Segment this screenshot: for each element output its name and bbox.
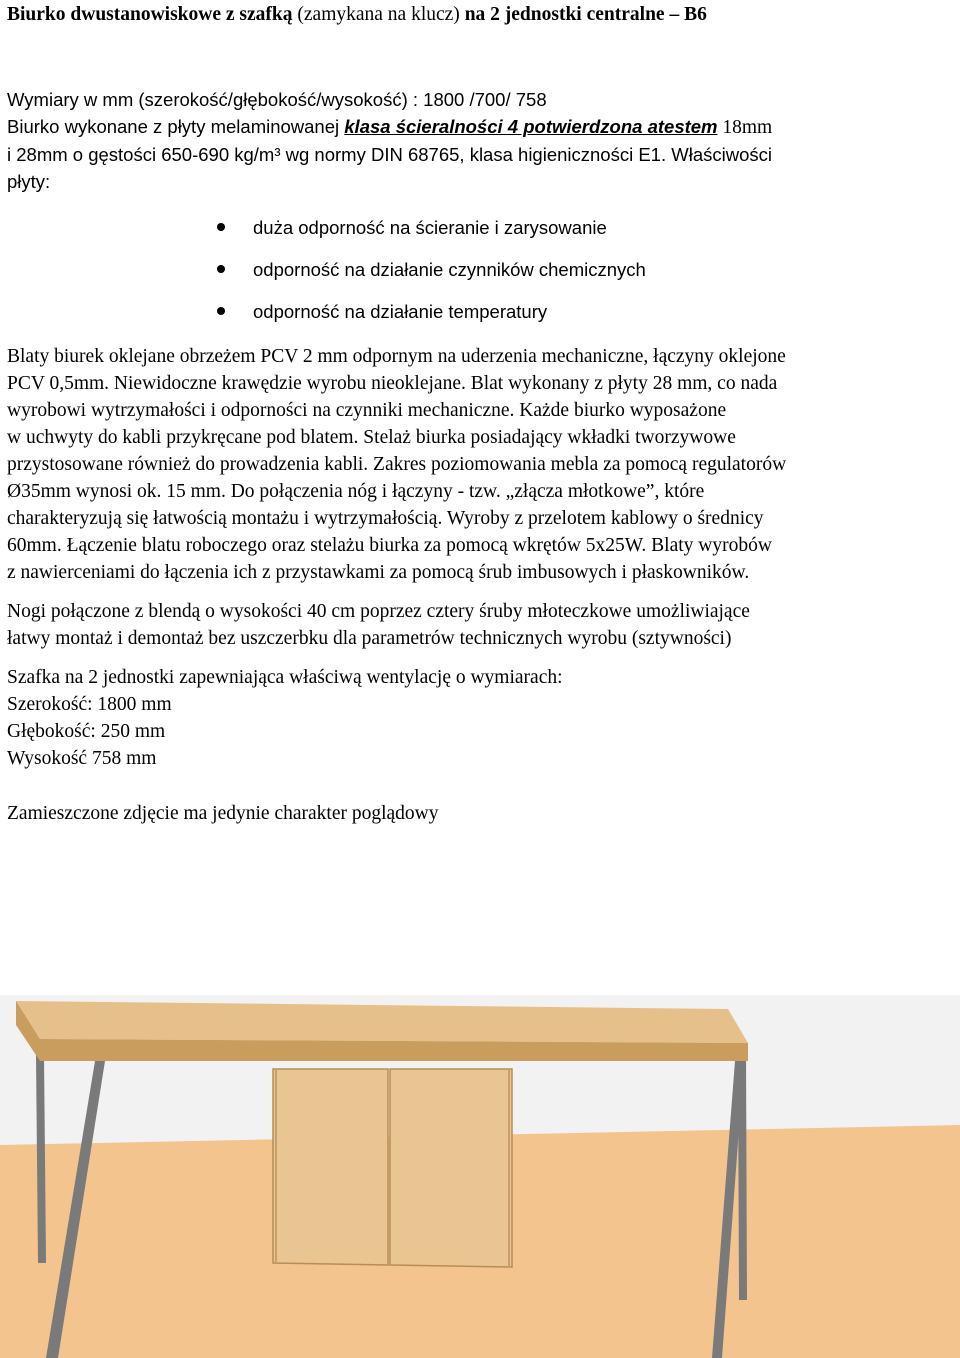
cabinet-depth: Głębokość: 250 mm [7, 721, 166, 742]
board-description [7, 113, 957, 195]
board-line-3: płyty: [7, 171, 51, 192]
legs-line: Nogi połączone z blendą o wysokości 40 cm poprzez cztery śruby młoteczkowe umożliwiające [7, 601, 750, 622]
property-text: odporność na działanie temperatury [253, 301, 548, 322]
bullet-icon [217, 307, 225, 315]
desc-line: Ø35mm wynosi ok. 15 mm. Do połączenia nóg i łączyny - tzw. „złącza młotkowe”, które [7, 481, 705, 502]
cabinet-description [7, 664, 957, 772]
cabinet-height: Wysokość 758 mm [7, 748, 157, 769]
title-main: Biurko dwustanowiskowe z szafką [7, 4, 293, 25]
desc-line: przystosowane również do prowadzenia kabli. Zakres poziomowania mebla za pomocą regulatorów [7, 454, 787, 475]
abrasion-class-note: klasa ścieralności 4 potwierdzona atestem [344, 116, 718, 137]
desk-illustration [0, 995, 960, 1358]
list-item [217, 291, 957, 333]
cabinet-left-door [273, 1069, 388, 1265]
bullet-icon [217, 223, 225, 231]
document-text [7, 2, 957, 827]
desc-line: Blaty biurek oklejane obrzeżem PCV 2 mm odpornym na uderzenia mechaniczne, łączyny oklejone [7, 346, 786, 367]
document-title [7, 2, 957, 28]
cabinet-right-door [390, 1069, 512, 1267]
desc-line: charakteryzują się łatwością montażu i wytrzymałością. Wyroby z przelotem kablowy o średnicy [7, 508, 764, 529]
desc-line: z nawierceniami do łączenia ich z przystawkami za pomocą śrub imbusowych i płaskowników. [7, 562, 750, 583]
title-units: na 2 jednostki centralne – B6 [464, 4, 707, 25]
dimensions-line: Wymiary w mm (szerokość/głębokość/wysokość) : 1800 /700/ 758 [7, 89, 547, 110]
desc-line: PCV 0,5mm. Niewidoczne krawędzie wyrobu nieoklejane. Blat wykonany z płyty 28 mm, co nada [7, 373, 778, 394]
property-text: duża odporność na ścieranie i zarysowanie [253, 217, 607, 238]
desc-line: 60mm. Łączenie blatu roboczego oraz stelażu biurka za pomocą wkrętów 5x25W. Blaty wyrobów [7, 535, 772, 556]
board-line-2: i 28mm o gęstości 650-690 kg/m³ wg normy DIN 68765, klasa higieniczności E1. Właściwości [7, 144, 772, 165]
cabinet-width: Szerokość: 1800 mm [7, 694, 172, 715]
property-text: odporność na działanie czynników chemicznych [253, 259, 646, 280]
spacer [7, 28, 957, 86]
list-item [217, 207, 957, 249]
board-line-1-post: 18mm [717, 117, 773, 138]
edge-description [7, 343, 957, 586]
bullet-icon [217, 265, 225, 273]
desc-line: w uchwyty do kabli przykręcane pod blatem. Stelaż biurka posiadający wkładki tworzywowe [7, 427, 736, 448]
board-line-1-pre: Biurko wykonane z płyty melaminowanej [7, 116, 345, 137]
illustration-note: Zamieszczone zdjęcie ma jedynie charakter poglądowy [7, 803, 439, 824]
title-note: (zamykana na klucz) [292, 4, 465, 25]
desc-line: wyrobowi wytrzymałości i odporności na czynniki mechaniczne. Każde biurko wyposażone [7, 400, 727, 421]
list-item [217, 249, 957, 291]
cabinet-intro: Szafka na 2 jednostki zapewniająca właściwą wentylację o wymiarach: [7, 667, 563, 688]
legs-line: łatwy montaż i demontaż bez uszczerbku dla parametrów technicznych wyrobu (sztywności) [7, 628, 732, 649]
legs-description [7, 598, 957, 652]
properties-list [7, 207, 957, 333]
board-line-1 [7, 113, 957, 141]
